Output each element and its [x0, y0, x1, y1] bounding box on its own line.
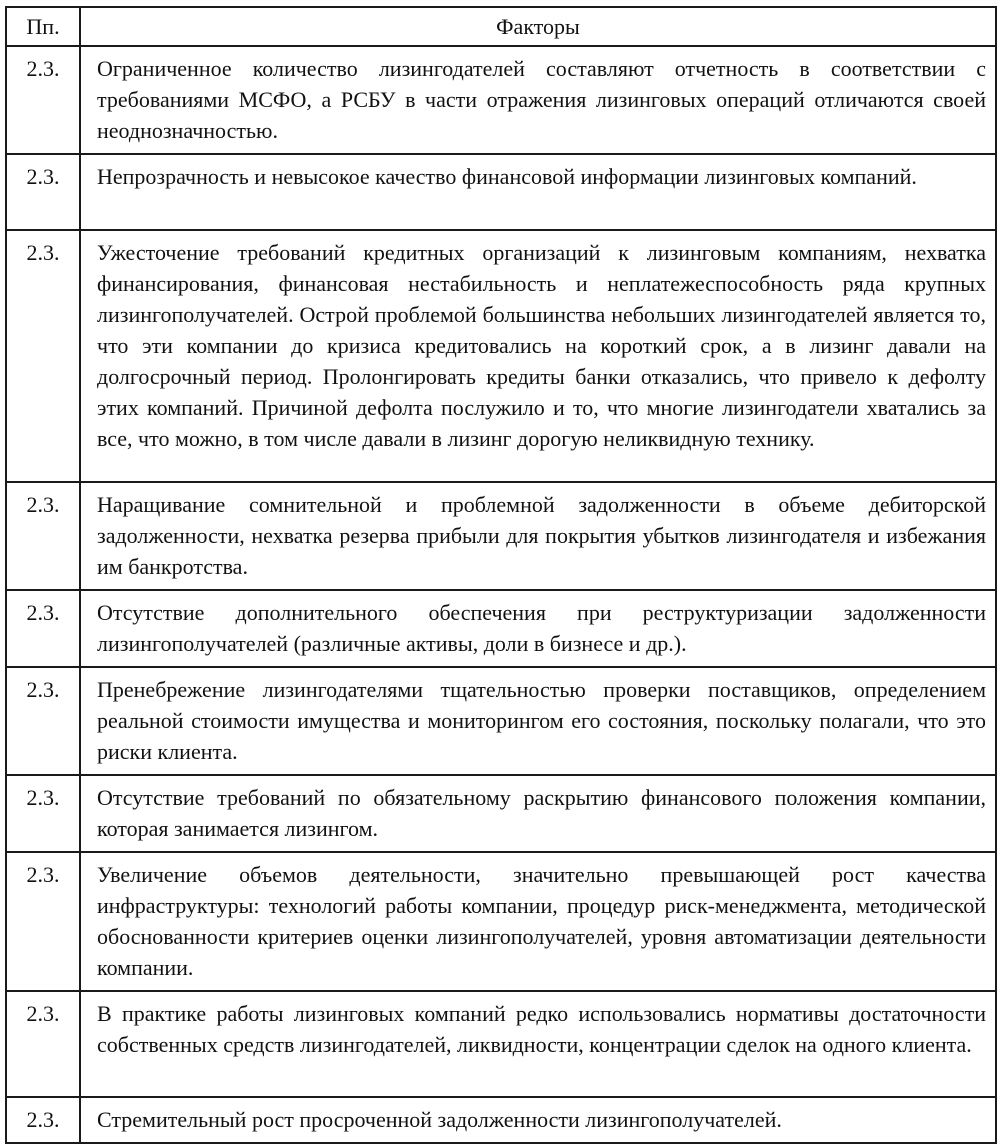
- row-factor-text: Наращивание сомнительной и проблемной задолженности в объеме дебиторской задолженности, нехватка резерва прибыли для покрытия убытков лизингодателя и избежания им банкротства.: [80, 482, 996, 590]
- table-row: [6, 775, 996, 852]
- header-row: [6, 7, 996, 46]
- row-factor-text: Увеличение объемов деятельности, значительно превышающей рост качества инфраструктуры: технологий работы компании, процедур риск-менеджмента, методической обоснованности критериев оценки лизингополучателей, уровня автоматизации деятельности компании.: [80, 852, 996, 991]
- table-row: [6, 154, 996, 230]
- row-factor-text: В практике работы лизинговых компаний редко использовались нормативы достаточности собственных средств лизингодателей, ликвидности, концентрации сделок на одного клиента.: [80, 991, 996, 1097]
- row-number: 2.3.: [6, 46, 80, 154]
- row-factor-text: Пренебрежение лизингодателями тщательностью проверки поставщиков, определением реальной стоимости имущества и мониторингом его состояния, поскольку полагали, что это риски клиента.: [80, 667, 996, 775]
- header-factors: Факторы: [80, 7, 996, 46]
- table-row: [6, 230, 996, 482]
- row-number: 2.3.: [6, 775, 80, 852]
- row-factor-text: Отсутствие дополнительного обеспечения при реструктуризации задолженности лизингополучателей (различные активы, доли в бизнесе и др.).: [80, 590, 996, 667]
- row-number: 2.3.: [6, 482, 80, 590]
- row-number: 2.3.: [6, 991, 80, 1097]
- row-number: 2.3.: [6, 852, 80, 991]
- table-row: [6, 852, 996, 991]
- table-row: [6, 991, 996, 1097]
- row-factor-text: Ужесточение требований кредитных организаций к лизинговым компаниям, нехватка финансирования, финансовая нестабильность и неплатежеспособность ряда крупных лизингополучателей. Острой проблемой большинства небольших лизингодателей является то, что эти компании до кризиса кредитовались на короткий срок, а в лизинг давали на долгосрочный период. Пролонгировать кредиты банки отказались, что привело к дефолту этих компаний. Причиной дефолта послужило и то, что многие лизингодатели хватались за все, что можно, в том числе давали в лизинг дорогую неликвидную технику.: [80, 230, 996, 482]
- table-row: [6, 667, 996, 775]
- table-row: [6, 1097, 996, 1143]
- row-number: 2.3.: [6, 667, 80, 775]
- row-number: 2.3.: [6, 590, 80, 667]
- row-number: 2.3.: [6, 1097, 80, 1143]
- table-row: [6, 46, 996, 154]
- header-num: Пп.: [6, 7, 80, 46]
- row-factor-text: Отсутствие требований по обязательному раскрытию финансового положения компании, которая занимается лизингом.: [80, 775, 996, 852]
- table-row: [6, 590, 996, 667]
- row-number: 2.3.: [6, 154, 80, 230]
- row-number: 2.3.: [6, 230, 80, 482]
- row-factor-text: Стремительный рост просроченной задолженности лизингополучателей.: [80, 1097, 996, 1143]
- row-factor-text: Непрозрачность и невысокое качество финансовой информации лизинговых компаний.: [80, 154, 996, 230]
- table-row: [6, 482, 996, 590]
- factors-table: [5, 6, 997, 1144]
- row-factor-text: Ограниченное количество лизингодателей составляют отчетность в соответствии с требованиями МСФО, а РСБУ в части отражения лизинговых операций отличаются своей неоднозначностью.: [80, 46, 996, 154]
